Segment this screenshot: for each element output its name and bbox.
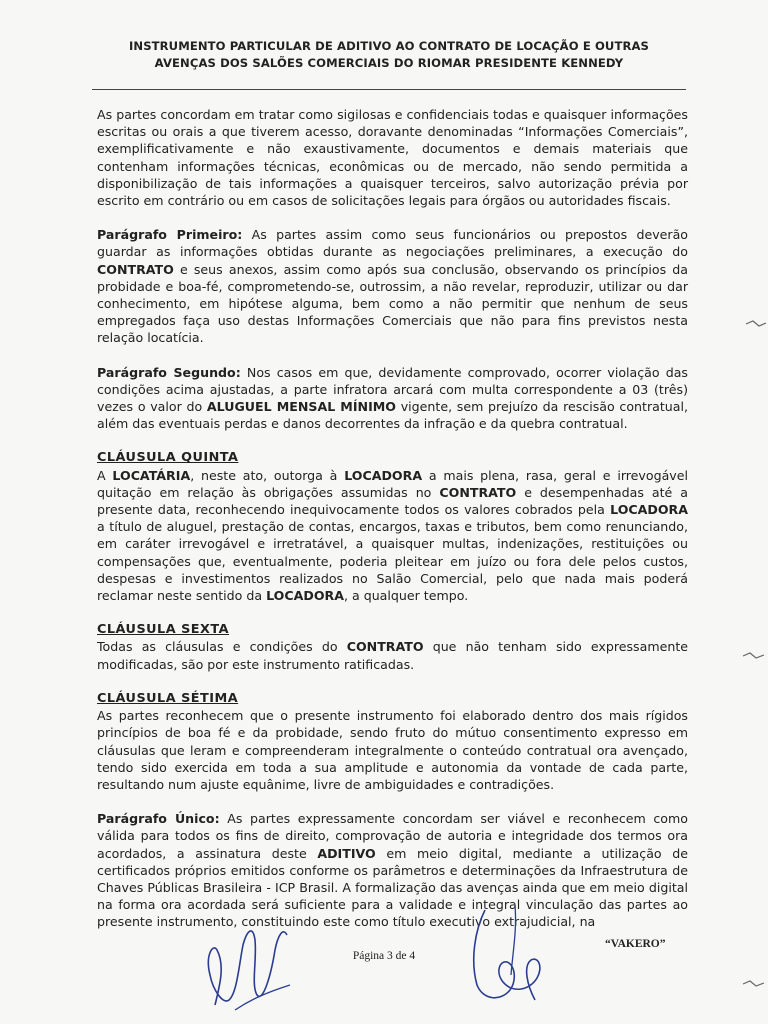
paragraph-text: A (97, 467, 113, 483)
title-line-2: AVENÇAS DOS SALÕES COMERCIAIS DO RIOMAR PRESIDENTE KENNEDY (154, 56, 624, 70)
paragraph-text: a mais plena, rasa, geral e irrevogável quitação em relação às obrigações assumidas no (97, 467, 689, 500)
clause-heading-setima: CLÁUSULA SÉTIMA (97, 690, 239, 706)
paragraph-text: , neste ato, outorga à (190, 467, 345, 483)
bold-term: LOCATÁRIA (112, 467, 191, 483)
clause-heading-sexta: CLÁUSULA SEXTA (97, 622, 230, 638)
document-title (92, 38, 686, 72)
clause-setima-text: As partes reconhecem que o presente instrumento foi elaborado dentro dos mais rígidos princípios de boa fé e da probidade, sendo fruto do mútuo consentimento expresso em cláusulas que leram e compreenderam integralmente o conteúdo contratual ora avençado, tendo sido exercida em toda a sua amplitude e autonomia da vontade de cada parte, resultando num ajuste equânime, livre de ambiguidades e contradições. (97, 708, 688, 792)
paragraph-text: a título de aluguel, prestação de contas, encargos, taxas e tributos, bem como renunciando, em caráter irrevogável e irretratável, a quaisquer multas, indenizações, restituições ou compensações que, eventualmente, poderia pleitear em juízo ou fora dele pelos custos, despesas e investimentos realizados no Salão Comercial, pelo que nada mais poderá reclamar neste sentido da (97, 519, 688, 604)
clause-quinta-text (97, 467, 688, 605)
bold-term: LOCADORA (266, 588, 344, 604)
paragraph-label: Parágrafo Primeiro: (97, 227, 243, 243)
bold-term: CONTRATO (439, 484, 517, 500)
paragraph-label: Parágrafo Segundo: (97, 364, 241, 380)
document-body (97, 106, 688, 931)
scan-mark (745, 318, 767, 330)
clause-heading-quinta: CLÁUSULA QUINTA (97, 450, 239, 466)
bold-term: ADITIVO (317, 845, 376, 861)
paragraph-text: Nos casos em que, devidamente comprovado, ocorrer violação das condições acima ajustadas, a parte infratora arcará com multa correspondente a 03 (três) vezes o valor do (97, 364, 688, 415)
scan-mark (742, 978, 766, 990)
clause-sexta-text (97, 638, 688, 672)
paragraph-text: Todas as cláusulas e condições do (97, 639, 347, 655)
paragraph-label: Parágrafo Único: (97, 811, 220, 827)
paragraph-text: vigente, sem prejuízo da rescisão contratual, além das eventuais perdas e danos decorrentes da infração e da quebra contratual. (97, 399, 688, 432)
header-divider (92, 89, 686, 90)
paragraph-unico (97, 810, 688, 930)
paragraph-segundo (97, 364, 688, 433)
bold-term: LOCADORA (344, 467, 423, 483)
paragraph-text: e seus anexos, assim como após sua conclusão, observando os princípios da probidade e boa-fé, comprometendo-se, outrossim, a não revelar, reproduzir, utilizar ou dar conhecimento, em hipótese alguma, bem como a não permitir que nenhum de seus empregados faça uso destas Informações Comerciais que não para fins previstos nesta relação locatícia. (97, 261, 688, 346)
signature-initials-right (455, 890, 565, 1015)
paragraph-text: em meio digital, mediante a utilização de certificados próprios emitidos conforme os parâmetros e determinações da Infraestrutura de Chaves Públicas Brasileira - ICP Brasil. A formalização das avenças ainda que em meio digital na forma ora acordada será suficiente para a validade e integral vinculação das partes ao presente instrumento, constituindo este como título executivo extrajudicial, na (97, 845, 688, 930)
title-line-1: INSTRUMENTO PARTICULAR DE ADITIVO AO CONTRATO DE LOCAÇÃO E OUTRAS (128, 39, 650, 53)
paragraph-text: As partes expressamente concordam ser viável e reconhecem como válida para todos os fins de direito, comprovação de autoria e integridade dos termos ora acordados, a assinatura deste (97, 811, 688, 861)
bold-term: CONTRATO (346, 639, 424, 655)
paragraph-primeiro (97, 226, 688, 346)
bold-term: LOCADORA (610, 502, 688, 518)
paragraph-text: que não tenham sido expressamente modificadas, são por este instrumento ratificadas. (97, 639, 689, 672)
page-number: Página 3 de 4 (352, 950, 416, 962)
paragraph-text: e desempenhadas até a presente data, reconhecendo inequivocamente todos os valores cobrados pela (97, 484, 688, 518)
brand-label: “VAKERO” (605, 938, 666, 950)
scan-mark (742, 650, 766, 662)
bold-term: CONTRATO (97, 261, 174, 277)
signature-initials-left (195, 905, 305, 1020)
intro-paragraph: As partes concordam em tratar como sigilosas e confidenciais todas e quaisquer informações escritas ou orais a que tiverem acesso, doravante denominadas “Informações Comerciais”, exemplificativamente e não exaustivamente, documentos e demais materiais que contenham informações técnicas, econômicas ou de mercado, não sendo permitida a disponibilização de tais informações a quaisquer terceiros, salvo autorização prévia por escrito em contrário ou em casos de solicitações legais para órgãos ou autoridades fiscais. (97, 107, 688, 209)
bold-term: ALUGUEL MENSAL MÍNIMO (206, 399, 396, 415)
paragraph-text: , a qualquer tempo. (343, 588, 469, 604)
paragraph-text: As partes assim como seus funcionários ou prepostos deverão guardar as informações obtidas durante as negociações preliminares, a execução do (97, 227, 688, 260)
